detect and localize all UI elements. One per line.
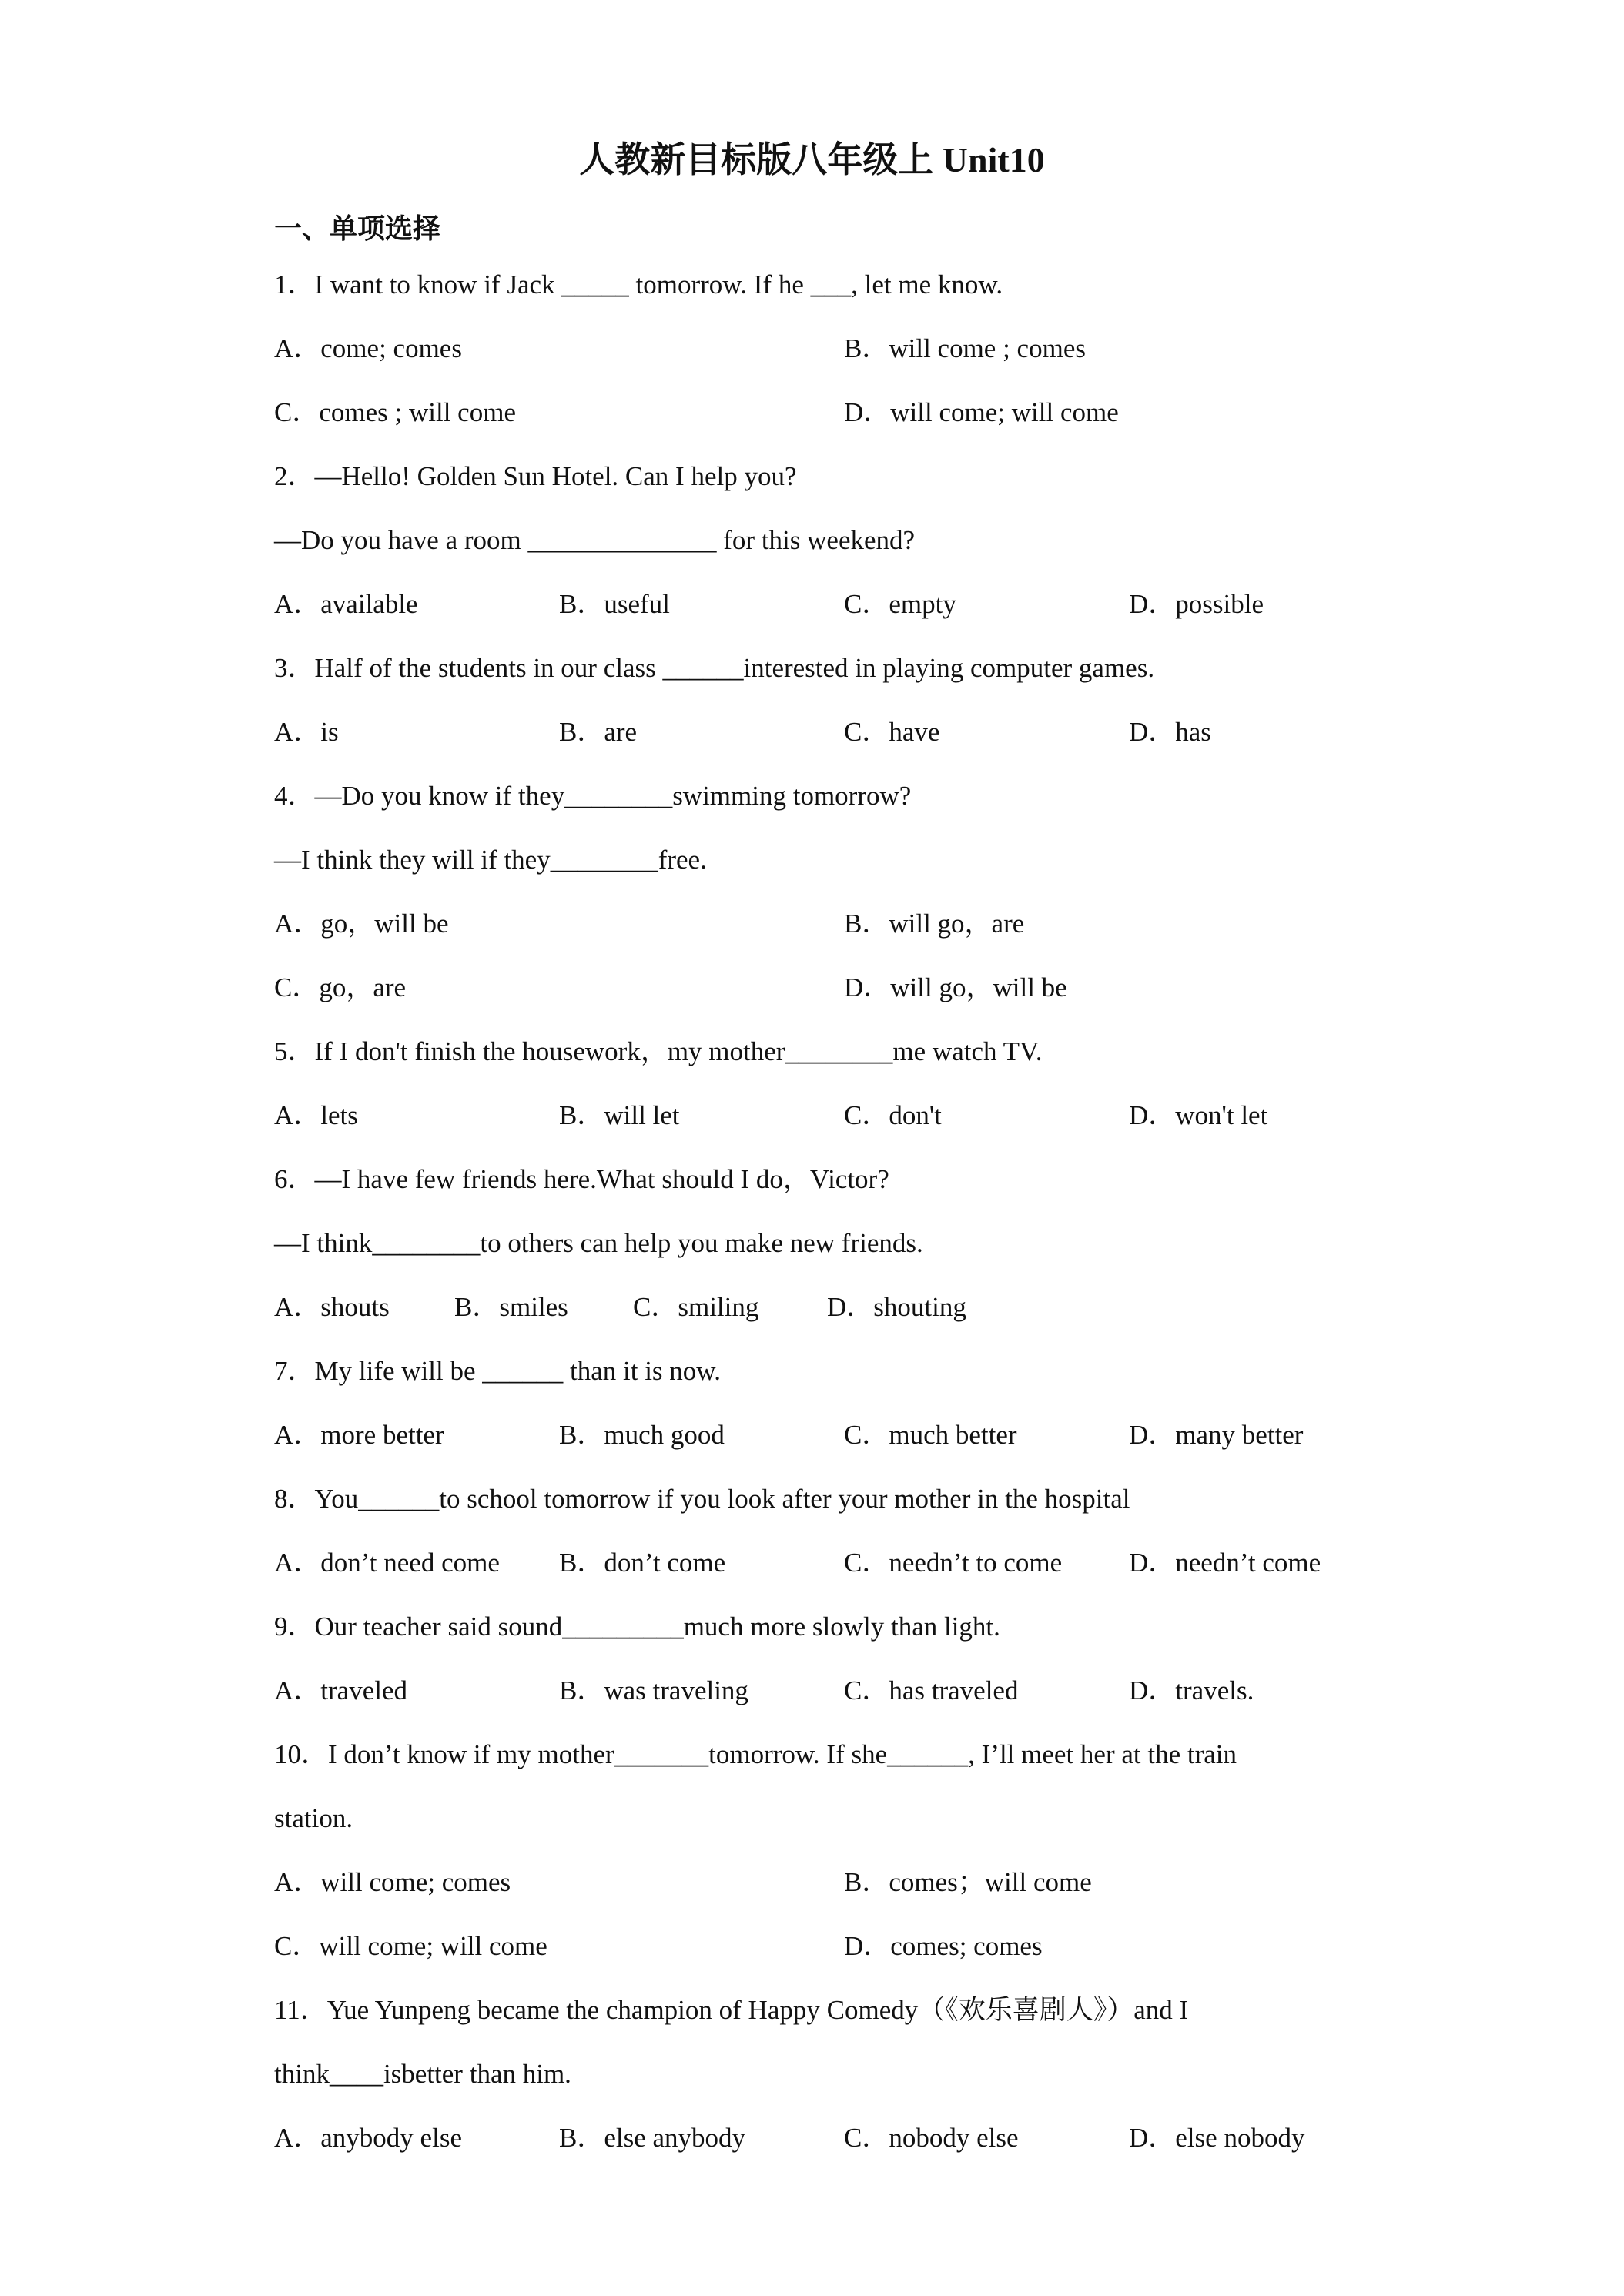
question-9-option-d: D．travels. <box>1129 1675 1254 1705</box>
question-7-option-b: B．much good <box>559 1420 725 1450</box>
question-4-option-c: C．go，are <box>274 972 407 1002</box>
question-10-text-line-2: station. <box>274 1803 353 1833</box>
question-7-option-a: A．more better <box>274 1420 444 1450</box>
question-1-option-c: C．comes ; will come <box>274 397 516 427</box>
question-3-option-b: B．are <box>559 717 638 747</box>
question-7-text: 7．My life will be ______ than it is now. <box>274 1356 722 1386</box>
question-1-option-b: B．will come ; comes <box>844 333 1086 363</box>
question-11-text: 11．Yue Yunpeng became the champion of Happy Comedy（《欢乐喜剧人》）and I <box>274 1995 1189 2025</box>
question-1-option-d: D．will come; will come <box>844 397 1119 427</box>
question-11-option-a: A．anybody else <box>274 2123 462 2153</box>
question-11-text-line-2: think____isbetter than him. <box>274 2059 571 2089</box>
question-6-option-b: B．smiles <box>454 1292 568 1322</box>
question-6-text: 6．—I have few friends here.What should I do，Victor? <box>274 1164 889 1194</box>
question-10-option-b: B．comes；will come <box>844 1867 1092 1897</box>
question-7-option-d: D．many better <box>1129 1420 1304 1450</box>
question-4-option-b: B．will go，are <box>844 909 1025 939</box>
question-6-text-line-2: —I think________to others can help you make new friends. <box>274 1228 923 1258</box>
question-1-text: 1．I want to know if Jack _____ tomorrow. If he ___, let me know. <box>274 269 1003 300</box>
question-8-option-c: C．needn’t to come <box>844 1548 1063 1578</box>
question-1-option-a: A．come; comes <box>274 333 462 363</box>
question-6-option-c: C．smiling <box>633 1292 759 1322</box>
question-3-text: 3．Half of the students in our class ______interested in playing computer games. <box>274 653 1155 683</box>
question-6-option-d: D．shouting <box>827 1292 966 1322</box>
question-10-text: 10．I don’t know if my mother_______tomorrow. If she______, I’ll meet her at the train <box>274 1739 1237 1769</box>
question-8-option-d: D．needn’t come <box>1129 1548 1321 1578</box>
question-11-option-d: D．else nobody <box>1129 2123 1305 2153</box>
question-10-option-d: D．comes; comes <box>844 1931 1043 1961</box>
question-4-text: 4．—Do you know if they________swimming tomorrow? <box>274 781 912 811</box>
question-10-option-a: A．will come; comes <box>274 1867 511 1897</box>
question-11-option-c: C．nobody else <box>844 2123 1019 2153</box>
question-4-text-line-2: —I think they will if they________free. <box>274 845 707 875</box>
question-2-option-d: D．possible <box>1129 589 1264 619</box>
question-9-option-b: B．was traveling <box>559 1675 748 1705</box>
question-5-option-d: D．won't let <box>1129 1100 1268 1130</box>
question-7-option-c: C．much better <box>844 1420 1017 1450</box>
question-4-option-a: A．go，will be <box>274 909 449 939</box>
question-2-text-line-2: —Do you have a room ______________ for this weekend? <box>274 525 916 555</box>
question-4-option-d: D．will go，will be <box>844 972 1067 1002</box>
question-8-text: 8．You______to school tomorrow if you look after your mother in the hospital <box>274 1484 1130 1514</box>
question-8-option-a: A．don’t need come <box>274 1548 500 1578</box>
question-11-option-b: B．else anybody <box>559 2123 746 2153</box>
section-heading: 一、单项选择 <box>274 213 441 244</box>
question-6-option-a: A．shouts <box>274 1292 390 1322</box>
question-2-option-c: C．empty <box>844 589 956 619</box>
question-2-text: 2．—Hello! Golden Sun Hotel. Can I help you? <box>274 461 797 491</box>
question-5-text: 5．If I don't finish the housework，my mother________me watch TV. <box>274 1036 1043 1066</box>
question-9-text: 9．Our teacher said sound_________much more slowly than light. <box>274 1612 1000 1642</box>
question-5-option-b: B．will let <box>559 1100 680 1130</box>
question-5-option-c: C．don't <box>844 1100 942 1130</box>
question-5-option-a: A．lets <box>274 1100 358 1130</box>
question-10-option-c: C．will come; will come <box>274 1931 547 1961</box>
question-3-option-c: C．have <box>844 717 940 747</box>
page-title: 人教新目标版八年级上 Unit10 <box>579 140 1045 179</box>
question-9-option-c: C．has traveled <box>844 1675 1019 1705</box>
question-2-option-a: A．available <box>274 589 418 619</box>
question-8-option-b: B．don’t come <box>559 1548 726 1578</box>
question-3-option-a: A．is <box>274 717 339 747</box>
question-3-option-d: D．has <box>1129 717 1211 747</box>
question-2-option-b: B．useful <box>559 589 670 619</box>
question-9-option-a: A．traveled <box>274 1675 407 1705</box>
